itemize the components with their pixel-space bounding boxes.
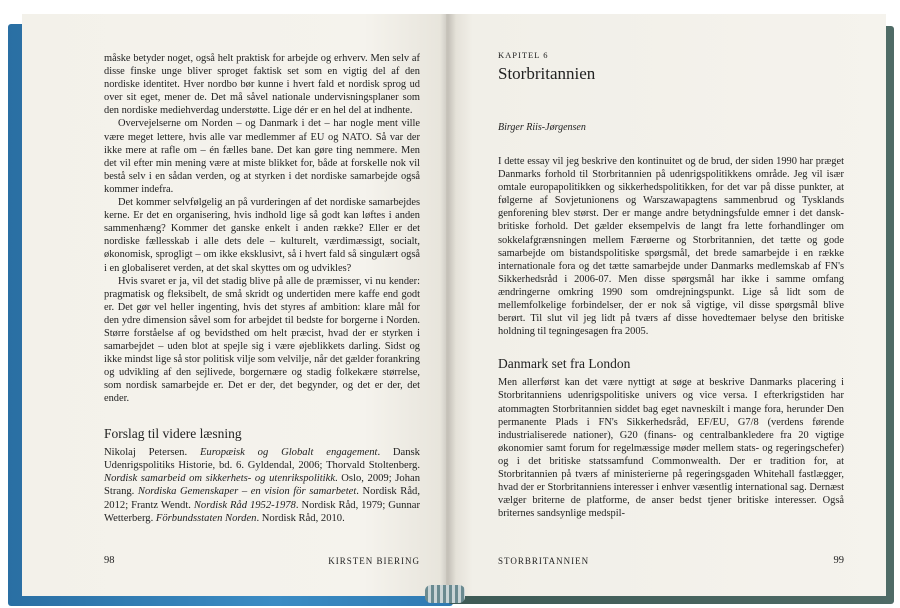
reference-title: Förbundsstaten Norden [155, 513, 257, 525]
reference-title: Nordisk Råd 1952-1978 [193, 499, 296, 511]
page-number-left: 98 [104, 555, 115, 566]
chapter-author: Birger Riis-Jørgensen [498, 122, 586, 133]
reference-title: Europæisk og Globalt engagement [199, 446, 378, 458]
left-paragraph: Det kommer selvfølgelig an på vurderingen af det nordiske samarbejdes kerne. Er det en organisering, hvis indhold lige så godt kan løftes i anden sammenhæng? Kommer det ganske enkelt i anden række? Eller er det nordiske fællesskab i alle dets dele – kulturelt, værdimæssigt, socialt, økonomisk, sprogligt – om ikke eksklusivt, så i hvert fald så singulært også i en globaliseret verden, at det skal skyttes om og udvikles? [104, 197, 420, 274]
spine-headband [425, 585, 465, 603]
reading-references [104, 446, 420, 526]
running-footer-left: KIRSTEN BIERING [328, 556, 420, 566]
reading-heading: Forslag til videre læsning [104, 425, 242, 441]
page-number-right: 99 [833, 555, 844, 566]
reference-text: . Oslo, 2009; Johan Strang. [104, 473, 420, 498]
reference-text: Nikolaj Petersen. [104, 446, 200, 458]
reference-text: . Nordisk Råd, 2010. [256, 513, 345, 525]
intro-paragraph: I dette essay vil jeg beskrive den kontinuitet og de brud, der siden 1990 har præget Danmarks forhold til Storbritannien på udenrigspolitikkens område. Jeg vil især omtale europapolitikken og sikkerhedspolitikken, for det var på disse punkter, at følgerne af Sovjetunionens og Warszawapagtens sammenbrud og Tysklands genforening blev størst. Der er mange andre betydningsfulde emner i det dansk-britiske forhold. Det gælder eksempelvis de langt fra lette forhandlinger om sokkelafgrænsningen mellem Færøerne og Storbritannien, det tætte og gode samarbejde om bistandspolitiske spørgsmål, det brede samarbejde i en række internationale fora og det tætte samarbejde under Danmarks medlemskab af FN's Sikkerhedsråd i 2006-07. Men disse spørgsmål har ikke i samme omfang ændringerne omkring 1990 som omdrejningspunkt. Lige så lidt som de mellemfolkelige forbindelser, der er nok så vigtige, vil disse spørgsmål blive berørt. Til slut vil jeg lidt på tværs af disse hovedtemaer belyse den britiske holdning til tegningesagen fra 2005. [498, 156, 844, 338]
chapter-title: Storbritannien [498, 64, 596, 83]
reference-text: . Nordisk Råd, 2012; Frantz Wendt. [104, 486, 420, 511]
section-heading: Danmark set fra London [498, 356, 631, 372]
reference-title: Nordiska Gemenskaper – en vision för samarbetet [137, 486, 357, 498]
reference-text: . Dansk Udenrigspolitiks Historie, bd. 6. Gyldendal, 2006; Thorvald Stoltenberg. [104, 446, 420, 471]
left-paragraph: Overvejelserne om Norden – og Danmark i det – har nogle ment ville være meget lettere, hvis alle var medlemmer af EU og NATO. Så var der ikke mere at rafle om – én fælles bane. Det kan gøre ting nemmere. Men det vil efter min mening være at miste blikket for, både at forskelle nok vil bestå selv i en sådan verden, og at styrken i det nordiske samarbejde også kommer indefra. [104, 118, 420, 195]
left-paragraph: Hvis svaret er ja, vil det stadig blive på alle de præmisser, vi nu kender: pragmatisk og fleksibelt, de små skridt og undertiden mere kaffe end godt er. Det gør vel heller ingenting, hvis det styres af ambition: klare mål for den ydre dimension såvel som for arbejdet til bedste for borgerne i Norden. Større forståelse af og bevidsthed om helt præcist, hvad der er styrken i samarbejdet – uden blot at spejle sig i være øjeblikkets darling. Sidst og ikke mindst lige så stor politisk vilje som velvilje, når det gælder forankring og udvikling af den sejlivede, borgernære og stadig folkekære størrelse, som nordisk samarbejde er. Det er der, det begynder, og det er der, det ender. [104, 275, 420, 405]
left-page-body [104, 52, 420, 406]
right-page [446, 14, 886, 596]
section-paragraph: Men allerførst kan det være nyttigt at søge at beskrive Danmarks placering i Storbritanniens udenrigspolitiske univers og vice versa. I efterkrigstiden har atommagten Storbritannien siddet bag eget navneskilt i mange fora, herunder Den permanente Plads i FN's Sikkerhedsråd, EF/EU, G7/8 (verdens førende industrialiserede nationer), G20 (finans- og centralbankledere fra 20 vigtige økonomier samt forum for regelmæssige møder mellem stats- og regeringschefer) og i det britiske statssamfund Commonwealth. Der er tradition for, at Storbritannien på tværs af ministerierne på regeringsgaden Whitehall fastlægger, hvad der er Storbritanniens interesser i enhver væsentlig international sag. Dernæst vælger briterne de platforme, de anser bedst tjener britiske interesser. Også briternes sandsynlige medspil- [498, 377, 844, 520]
left-paragraph: måske betyder noget, også helt praktisk for arbejde og erhverv. Men selv af disse finske unge bliver sproget faktisk set som en vigtig del af den nordiske identitet. Hver nordbo bør kunne i hvert fald et nordisk sprog ud over sit eget, mener de. Det må såvel nationale undervisningsplaner som den nordiske mediehverdag understøtte. Lige dér er en hel del at indhente. [104, 53, 420, 117]
running-footer-right: STORBRITANNIEN [498, 556, 590, 566]
left-page [22, 14, 450, 596]
book-gutter [440, 14, 456, 596]
reference-text: . Nordisk Råd, 1979; Gunnar Wetterberg. [104, 499, 420, 525]
chapter-label: KAPITEL 6 [498, 50, 549, 60]
reference-title: Nordisk samarbeid om sikkerhets- og utenrikspolitikk [104, 473, 336, 485]
